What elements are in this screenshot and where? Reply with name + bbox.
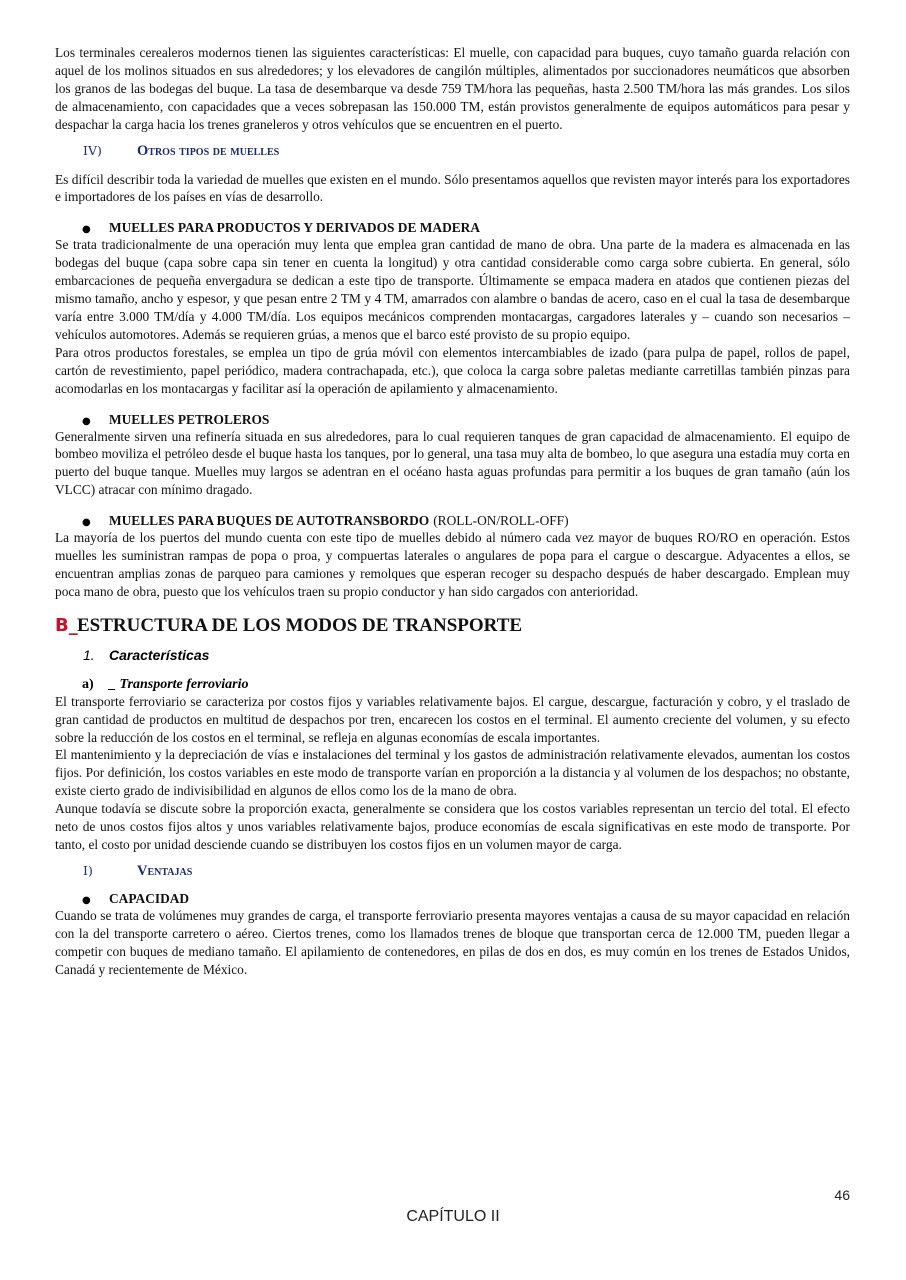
petroleros-heading bbox=[82, 412, 850, 428]
autotransbordo-paragraph: La mayoría de los puertos del mundo cuenta con este tipo de muelles debido al número cada vez mayor de buques RO/RO en operación. Estos muelles les suministran rampas de popa o proa, y compuertas laterales o angulares de popa para el cargue o descargue. Adyacentes a ellos, se encuentran amplias zonas de parqueo para camiones y remolques que esperan recoger su despacho después de haber descargado. Emplean muy poca mano de obra, puesto que los vehículos traen su propio conductor y han sido cargados con anterioridad. bbox=[55, 530, 850, 599]
autotransbordo-heading bbox=[82, 513, 850, 529]
section-iv-heading bbox=[83, 143, 850, 160]
bullet-icon: ● bbox=[82, 517, 91, 529]
ferroviario-heading bbox=[82, 677, 850, 693]
petroleros-heading-text: MUELLES PETROLEROS bbox=[109, 411, 270, 427]
ferroviario-letter: a) bbox=[82, 676, 94, 692]
section-b-heading bbox=[55, 615, 850, 637]
document-page bbox=[55, 44, 850, 979]
caracteristicas-number: 1. bbox=[83, 646, 95, 663]
section-i-title: Ventajas bbox=[137, 862, 193, 879]
autotransbordo-heading-extra: (ROLL-ON/ROLL-OFF) bbox=[433, 513, 569, 529]
section-b-marker: B_ bbox=[55, 614, 78, 636]
madera-heading-text: MUELLES PARA PRODUCTOS Y DERIVADOS DE MADERA bbox=[109, 220, 481, 236]
capacidad-heading bbox=[82, 891, 850, 907]
intro-paragraph: Los terminales cerealeros modernos tienen las siguientes características: El muelle, con capacidad para buques, cuyo tamaño guarda relación con aquel de los molinos situados en sus alrededores; y los elevadores de cangilón múltiples, alimentados por succionadores neumáticos que absorben los granos de las bodegas del buque. La tasa de desembarque va desde 759 TM/hora las pequeñas, hasta 2.500 TM/hora las más grandes. Los silos de almacenamiento, con capacidades que a veces sobrepasan las 150.000 TM, están provistos generalmente de equipos automáticos para pesar y despachar la carga hacia los trenes graneleros y otros vehículos que se encuentren en el puerto. bbox=[55, 45, 850, 132]
section-b-title: ESTRUCTURA DE LOS MODOS DE TRANSPORTE bbox=[77, 614, 523, 636]
bullet-icon: ● bbox=[82, 894, 91, 906]
ferroviario-paragraph-3: Aunque todavía se discute sobre la proporción exacta, generalmente se considera que los costos variables representan un tercio del total. El efecto neto de unos costos fijos altos y unos variables relativamente bajos, produce economías de escala significativas en este modo de transporte. Por tanto, el costo por unidad desciende cuando se distribuyen los costos fijos en un volumen mayor de carga. bbox=[55, 801, 850, 852]
page-number: 46 bbox=[834, 1187, 850, 1203]
caracteristicas-title: Características bbox=[109, 646, 210, 663]
section-iv-paragraph: Es difícil describir toda la variedad de muelles que existen en el mundo. Sólo presentamos aquellos que revisten mayor interés para los exportadores e importadores de los países en vías de desarrollo. bbox=[55, 171, 850, 205]
bullet-icon: ● bbox=[82, 415, 91, 427]
madera-paragraph-1: Se trata tradicionalmente de una operación muy lenta que emplea gran cantidad de mano de obra. Una parte de la madera es almacenada en las bodegas del buque (capa sobre capa sin tener en cuenta la longitud) y otra cantidad considerable como carga sobre cubierta. En general, sólo embarcaciones de pequeña envergadura se dedican a este tipo de transporte. Últimamente se empaca madera en atados que contienen piezas del mismo tamaño, ancho y espesor, y que pesan entre 2 TM y 4 TM, amarrados con alambre o bandas de acero, caso en el cual la tasa de desembarque varía entre 3.000 TM/día y 4.000 TM/día. Los equipos mecánicos comprenden montacargas, cargadores laterales y – cuando son necesarios – vehículos automotores. Además se requieren grúas, a menos que el barco esté provisto de su propio equipo. bbox=[55, 237, 850, 342]
autotransbordo-heading-text: MUELLES PARA BUQUES DE AUTOTRANSBORDO bbox=[109, 513, 430, 529]
ferroviario-title: _ Transporte ferroviario bbox=[109, 676, 249, 692]
madera-heading bbox=[82, 220, 850, 236]
section-i-number: I) bbox=[83, 862, 93, 878]
ferroviario-paragraph-2: El mantenimiento y la depreciación de vías e instalaciones del terminal y los gastos de administración relativamente elevados, aumentan los costos fijos. Por definición, los costos variables en este modo de transporte varían en proporción a la distancia y al volumen de los despachos; no obstante, existe cierto grado de indivisibilidad en algunos de ellos como los de la mano de obra. bbox=[55, 747, 850, 799]
ferroviario-paragraph-1: El transporte ferroviario se caracteriza por costos fijos y variables relativamente bajos. El cargue, descargue, facturación y cobro, y el traslado de gran cantidad de productos en multitud de despachos por tren, encarecen los costos en el terminal. El aumento creciente del volumen, y su efecto sobre la reducción de los costos en el terminal, se refleja en algunas economías de escala importantes. bbox=[55, 693, 850, 745]
section-i-heading bbox=[83, 863, 850, 880]
petroleros-paragraph: Generalmente sirven una refinería situada en sus alrededores, para lo cual requieren tanques de gran capacidad de almacenamiento. El equipo de bombeo moviliza el petróleo desde el buque hasta los tanques, por lo general, una tasa muy alta de bombeo, lo que asegura una estadía muy corta en puerto del buque tanque. Muelles muy largos se adentran en el océano hasta aguas profundas para permitir a los buques de gran tamaño (aún los VLCC) atracar con mínimo dragado. bbox=[55, 428, 850, 498]
section-iv-number: IV) bbox=[83, 142, 102, 158]
capacidad-paragraph: Cuando se trata de volúmenes muy grandes de carga, el transporte ferroviario presenta mayores ventajas a causa de su mayor capacidad en relación con la del transporte carretero o aéreo. Ciertos trenes, como los llamados trenes de bloque que transportan cerca de 12.000 TM, pueden llegar a competir con buques de mediano tamaño. El apilamiento de contenedores, en pilas de dos en dos, es muy común en los trenes de Estados Unidos, Canadá y recientemente de México. bbox=[55, 907, 850, 977]
madera-paragraph-2: Para otros productos forestales, se emplea un tipo de grúa móvil con elementos intercambiables de izado (para pulpa de papel, rollos de papel, cartón de revestimiento, papel periódico, madera contrachapada, etc.), que coloca la carga sobre paletas mediante carretillas también pinzas para acomodarlas en los montacargas y facilitar así la operación de apilamiento y almacenamiento. bbox=[55, 344, 850, 396]
capacidad-heading-text: CAPACIDAD bbox=[109, 890, 190, 906]
bullet-icon: ● bbox=[82, 224, 91, 236]
chapter-footer: CAPÍTULO II bbox=[406, 1208, 500, 1225]
section-iv-title: Otros tipos de muelles bbox=[137, 142, 280, 159]
caracteristicas-heading bbox=[83, 647, 850, 663]
